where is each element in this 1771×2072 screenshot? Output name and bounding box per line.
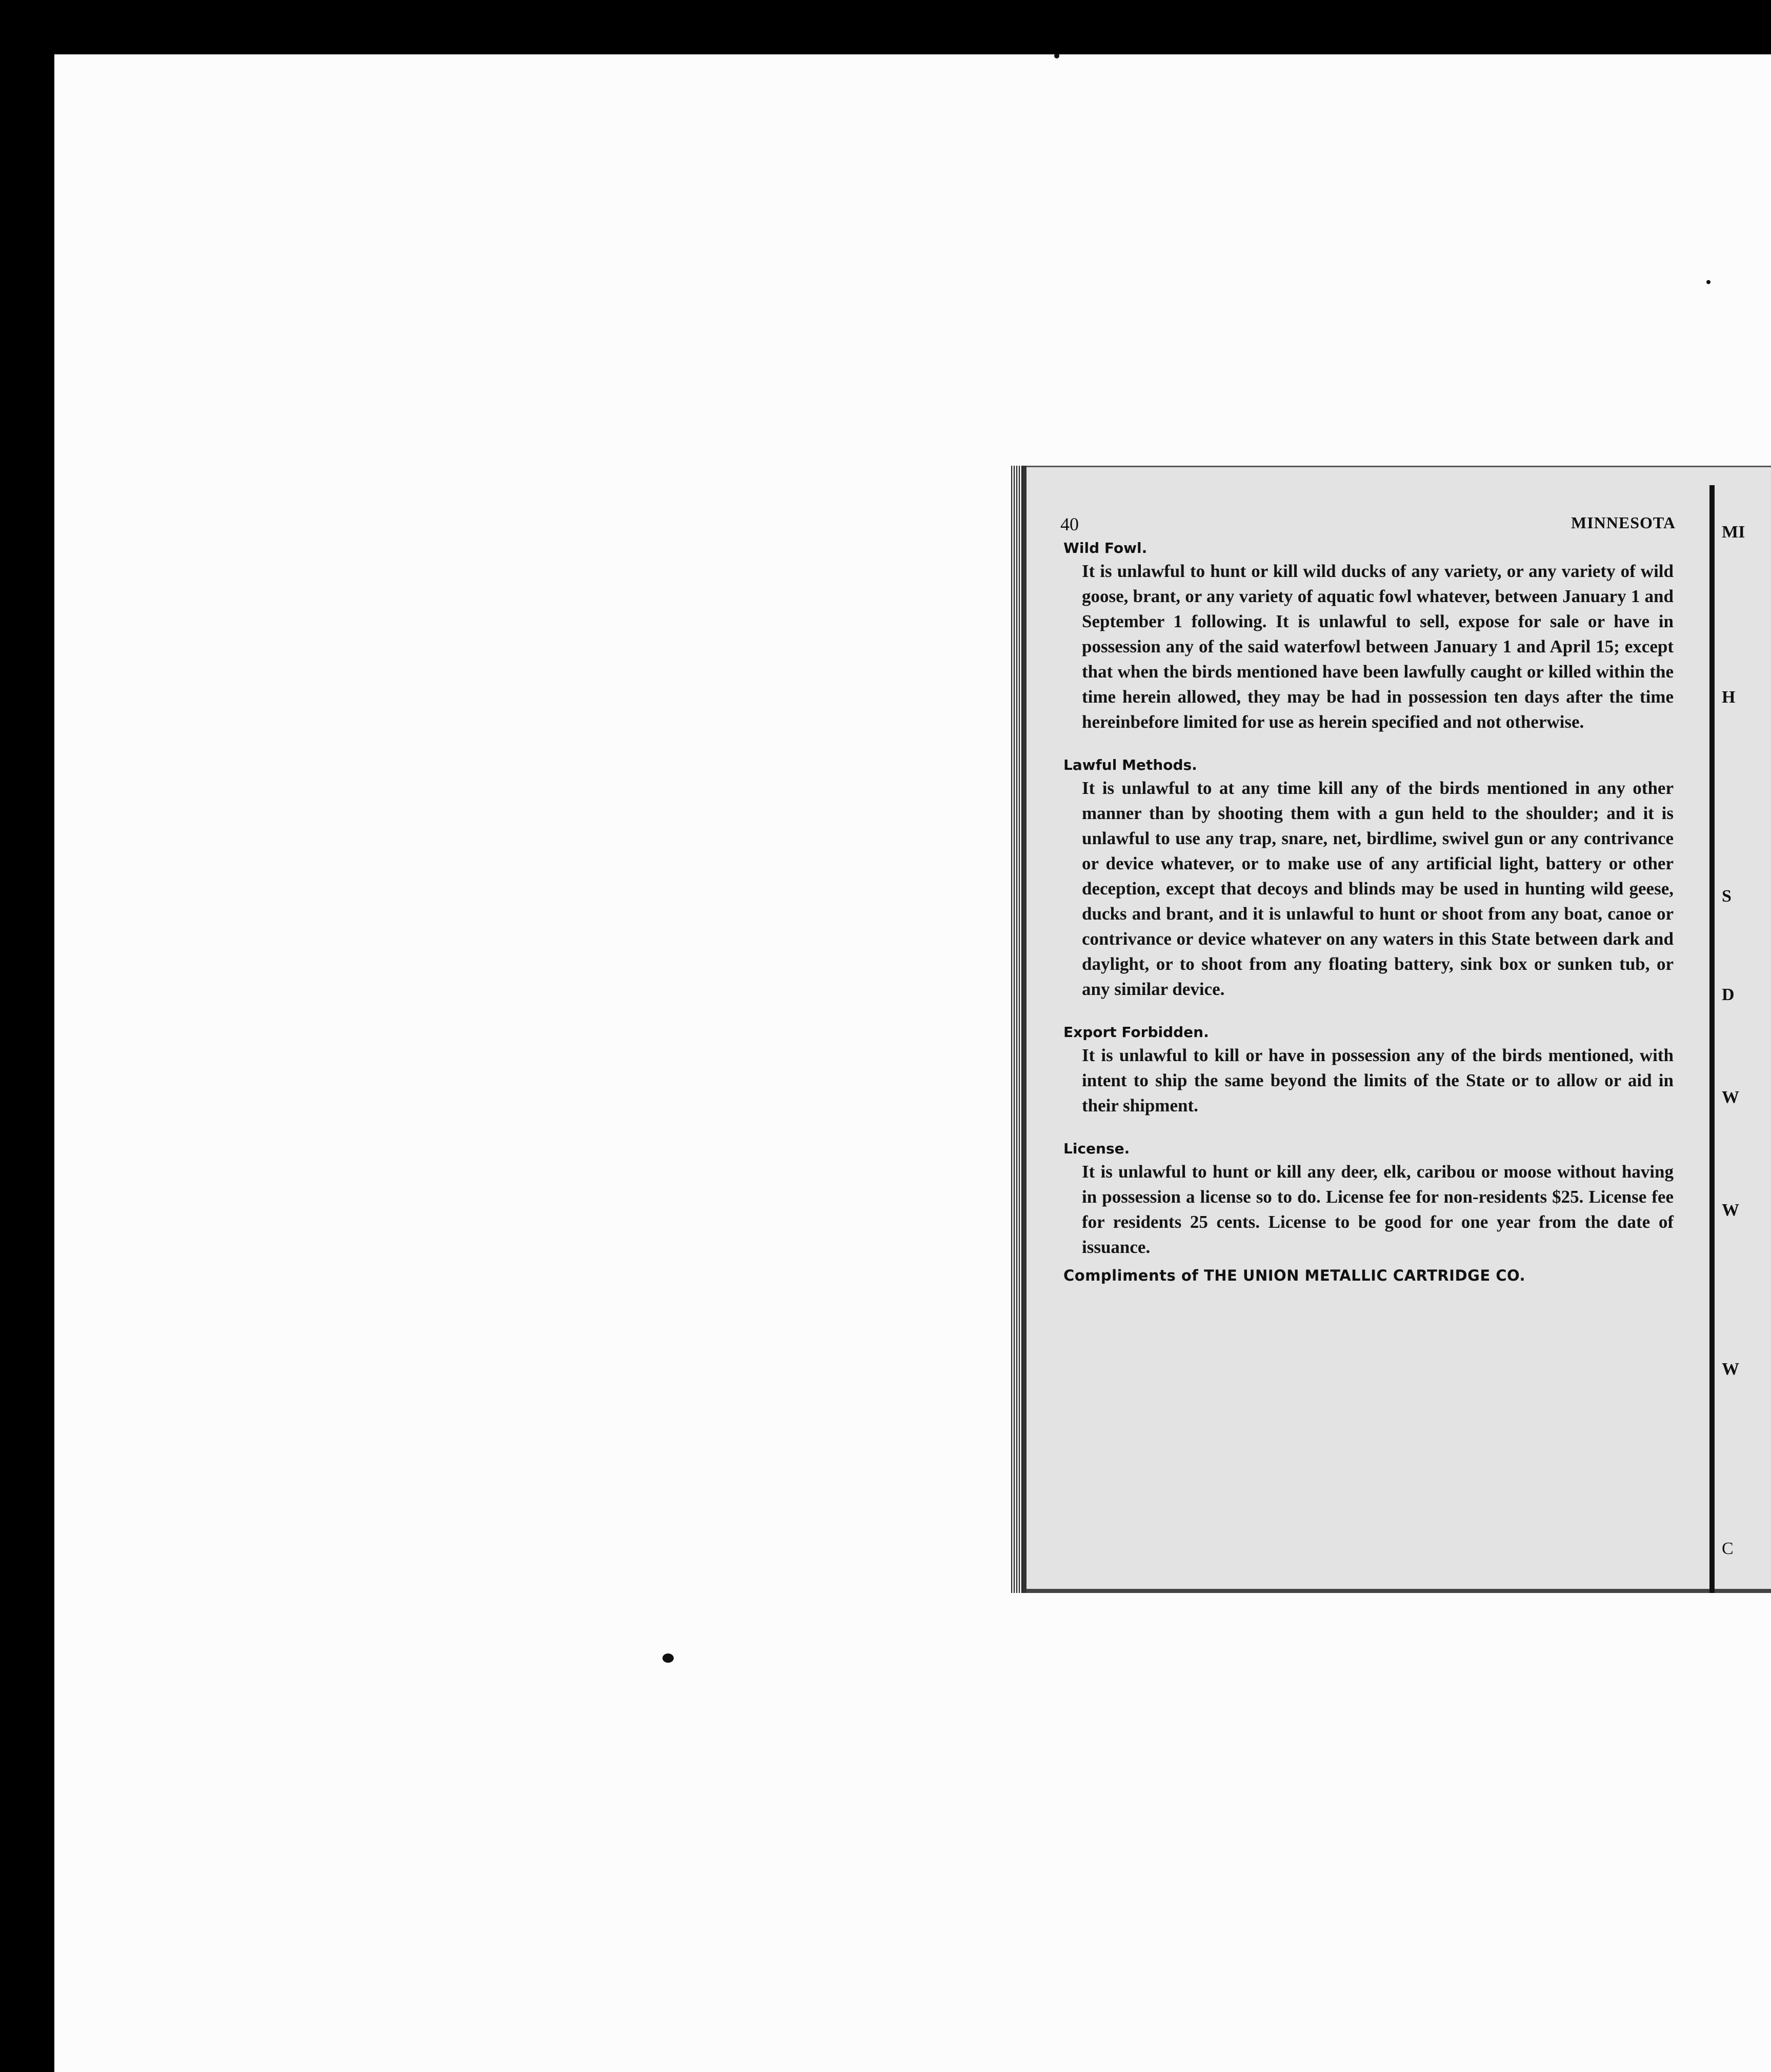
page-edges: [1011, 466, 1022, 1593]
scan-sheet: [54, 54, 1771, 2072]
section-heading: Export Forbidden.: [1063, 1024, 1209, 1041]
section-lawful-methods: [1063, 755, 1674, 1002]
right-fragment: C: [1722, 1539, 1734, 1558]
scan-speck: [662, 1653, 674, 1663]
right-running-head: MI: [1722, 523, 1745, 542]
scan-speck: [1706, 280, 1710, 284]
right-page-fragment: [1715, 466, 1771, 1593]
section-heading: Lawful Methods.: [1063, 756, 1197, 773]
gutter-shadow: [1709, 485, 1715, 1593]
right-fragment: S: [1722, 887, 1732, 906]
section-wild-fowl: [1063, 538, 1674, 734]
page-number: 40: [1060, 514, 1079, 534]
right-fragment: W: [1722, 1201, 1739, 1220]
section-text: It is unlawful to hunt or kill wild ducks of any variety, or any variety of wild goose, brant, or any variety of aquatic fowl whatever, between January 1 and September 1 following. It is unlawful to sell, expose for sale or have in possession any of the said waterfowl between January 1 and April 15; except that when the birds mentioned have been lawfully caught or killed within the time herein allowed, they may be had in possession ten days after the time hereinbefore limited for use as herein specified and not otherwise.: [1082, 561, 1674, 732]
book-edge: [1022, 466, 1027, 1593]
right-fragment: W: [1722, 1088, 1739, 1107]
open-book: [54, 54, 1771, 2072]
section-heading: Wild Fowl.: [1063, 540, 1148, 556]
section-heading: License.: [1063, 1140, 1130, 1157]
section-license: [1063, 1139, 1674, 1260]
page-footer: Compliments of THE UNION METALLIC CARTRIDGE CO.: [1063, 1267, 1526, 1284]
page-content: [1063, 538, 1674, 1284]
section-text: It is unlawful to at any time kill any of the birds mentioned in any other manner than by shooting them with a gun held to the shoulder; and it is unlawful to use any trap, snare, net, birdlime, swivel gun or any contrivance or device whatever, or to make use of any artificial light, battery or other deception, except that decoys and blinds may be used in hunting wild geese, ducks and brant, and it is unlawful to hunt or shoot from any boat, canoe or contrivance or device whatever on any waters in this State between dark and daylight, or to shoot from any floating battery, sink box or sunken tub, or any similar device.: [1082, 778, 1674, 999]
section-export-forbidden: [1063, 1022, 1674, 1118]
right-fragment: D: [1722, 985, 1735, 1004]
right-fragment: W: [1722, 1360, 1739, 1379]
running-head: MINNESOTA: [1571, 513, 1676, 532]
right-fragment: H: [1722, 688, 1736, 707]
section-text: It is unlawful to kill or have in possession any of the birds mentioned, with intent to ship the same beyond the limits of the State or to allow or aid in their shipment.: [1082, 1045, 1674, 1115]
left-page: [1027, 466, 1725, 1593]
section-text: It is unlawful to hunt or kill any deer, elk, caribou or moose without having in possession a license so to do. License fee for non-residents $25. License fee for residents 25 cents. License to be good for one year from the date of issuance.: [1082, 1162, 1674, 1257]
page-header: [1060, 513, 1676, 539]
